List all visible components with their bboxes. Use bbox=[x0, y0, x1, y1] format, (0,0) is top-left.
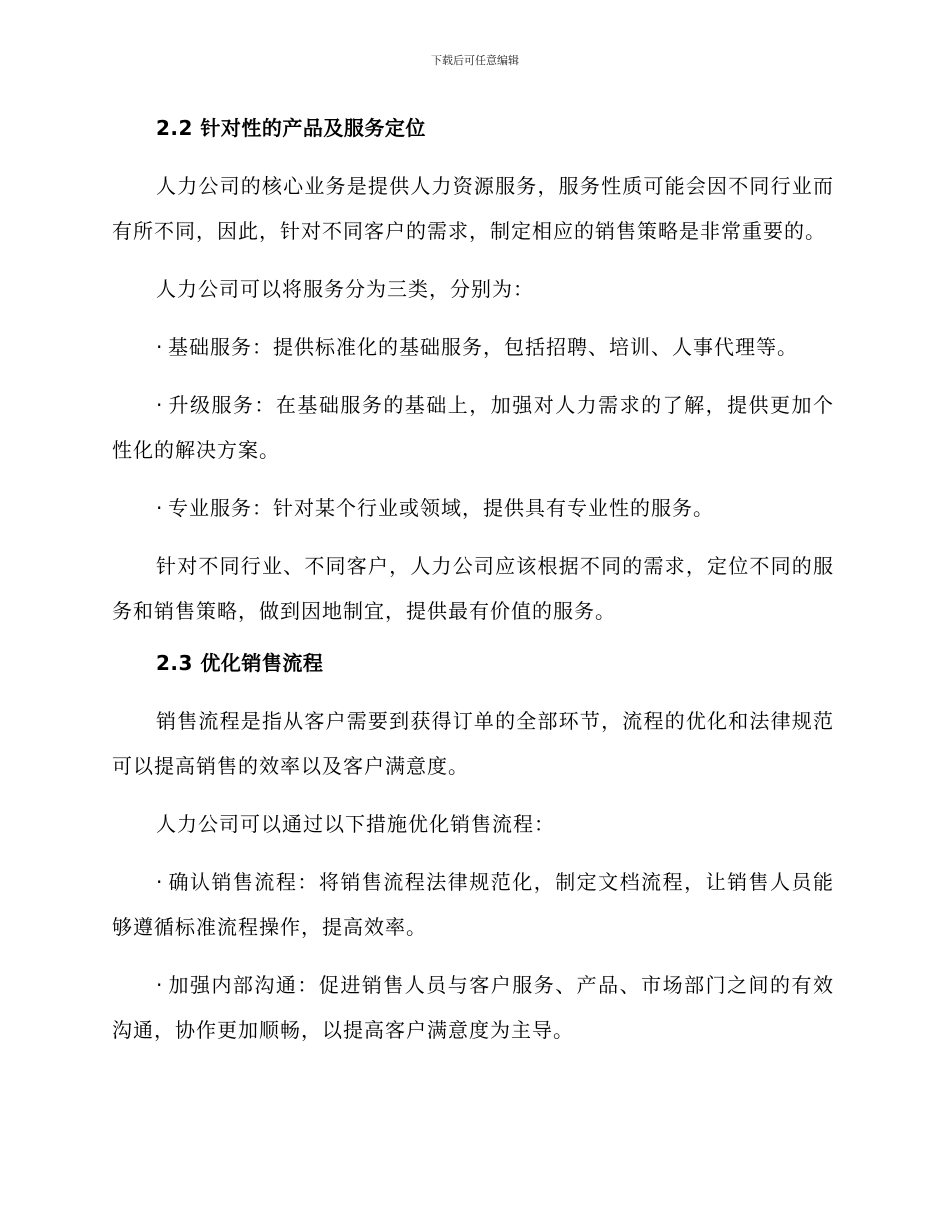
paragraph: 人力公司可以通过以下措施优化销售流程： bbox=[156, 812, 555, 836]
paragraph: 人力公司可以将服务分为三类，分别为： bbox=[156, 277, 534, 301]
bullet-dot: · bbox=[156, 870, 164, 894]
bullet-text: 确认销售流程：将销售流程法律规范化，制定文档流程，让销售人员能够遵循标准流程操作，提高效率。 bbox=[112, 870, 834, 939]
section-heading-2-2: 2.2 针对性的产品及服务定位 bbox=[156, 116, 426, 140]
paragraph: 针对不同行业、不同客户，人力公司应该根据不同的需求，定位不同的服务和销售策略，做到因地制宜，提供最有价值的服务。 bbox=[112, 554, 834, 623]
bullet-dot: · bbox=[156, 393, 164, 417]
bullet-dot: · bbox=[156, 335, 164, 359]
bullet-item bbox=[112, 325, 834, 370]
paragraph: 销售流程是指从客户需要到获得订单的全部环节，流程的优化和法律规范可以提高销售的效率以及客户满意度。 bbox=[112, 709, 834, 778]
bullet-item bbox=[112, 486, 834, 531]
bullet-dot: · bbox=[156, 496, 164, 520]
bullet-dot: · bbox=[156, 973, 164, 997]
bullet-text: 专业服务：针对某个行业或领域，提供具有专业性的服务。 bbox=[168, 496, 714, 520]
document-body bbox=[112, 112, 834, 1066]
bullet-text: 加强内部沟通：促进销售人员与客户服务、产品、市场部门之间的有效沟通，协作更加顺畅，以提高客户满意度为主导。 bbox=[112, 973, 834, 1042]
bullet-text: 升级服务：在基础服务的基础上，加强对人力需求的了解，提供更加个性化的解决方案。 bbox=[112, 393, 834, 462]
paragraph: 人力公司的核心业务是提供人力资源服务，服务性质可能会因不同行业而有所不同，因此，针对不同客户的需求，制定相应的销售策略是非常重要的。 bbox=[112, 174, 834, 243]
bullet-text: 基础服务：提供标准化的基础服务，包括招聘、培训、人事代理等。 bbox=[168, 335, 798, 359]
bullet-item bbox=[112, 963, 834, 1053]
bullet-item bbox=[112, 860, 834, 950]
section-heading-2-3: 2.3 优化销售流程 bbox=[156, 651, 324, 675]
page-header: 下载后可任意编辑 bbox=[431, 54, 519, 67]
bullet-item bbox=[112, 383, 834, 473]
